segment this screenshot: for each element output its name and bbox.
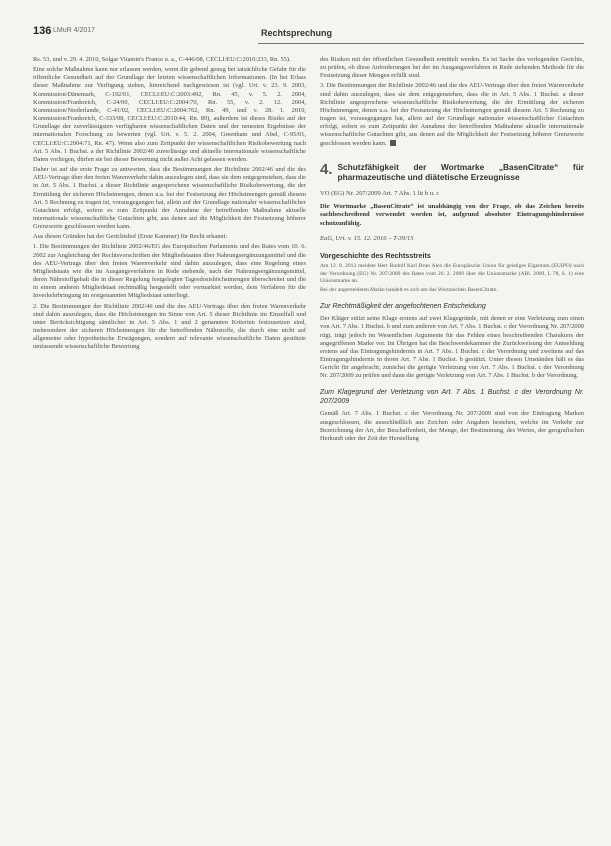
paragraph: Am 12. 8. 2013 meldete Herr Rudolf Karl Brun Alex die Europäische Union für geistiges Eigentum (EUIPO) nach der Verordnung (EG) Nr. 207/2009 des Rates vom 26. 2. 2009 über die Unionsmarke (ABl. 2009, L 78, S. 1) eine Unionsmarke an.: [320, 263, 584, 284]
paragraph: Bei der angemeldeten Marke handelt es sich um das Wortzeichen BasenCitrate.: [320, 287, 498, 294]
paragraph: Aus diesen Gründen hat der Gerichtshof (Erste Kammer) für Recht erkannt:: [33, 233, 228, 241]
article-heading: [320, 162, 584, 182]
paragraph: Rs. 53, und v. 29. 4. 2010, Solgar Vitamin's France u. a., C-446/08, CECLI:EU:C:2010:233, Rn. 55).: [33, 56, 291, 63]
section-title: Rechtsprechung: [261, 28, 333, 38]
paragraph: des Risikos mit der öffentlichen Gesundheit ermittelt werden. Es ist Sache des vorlegenden Gerichts, zu prüfen, ob diese Anforderungen bei der im Ausgangsverfahren in Rede stehenden Methode für die Festsetzung dieser Mengen erfüllt sind.: [320, 56, 584, 80]
left-column: [33, 56, 306, 353]
paragraph: 2. Die Bestimmungen der Richtlinie 2002/46 und die des AEU-Vertrags über den freien Warenverkehr sind dahin auszulegen, dass die Höchstmengen im Sinne von Art. 5 dieser Richtlinie im Einzelfall und unter Berücksichtigung sämtlicher in Art. 5 Abs. 1 und 2 genannten Kriterien festzusetzen sind, insbesondere der sicheren Höchstmengen für die betreffenden Nährstoffe, die durch eine nicht auf allgemeine oder hypothetische Erwägungen, sondern auf relevante wissenschaftliche Daten gestützte umfassende wissenschaftliche Bewertung: [33, 302, 306, 351]
paragraph: Der Kläger stützt seine Klage erstens auf zwei Klagegründe, mit denen er eine Verletzung zum einen von Art. 7 Abs. 1 Buchst. b und zum anderen von Art. 7 Abs. 1 Buchst. c der Verordnung Nr. 207/2009 rügt, trägt jedoch im Wesentlichen Argumente für das Fehlen eines beschreibenden Charakters der angegriffenen Marke vor. Im Übrigen hat die Beschwerdekammer die Zurückweisung der Anmeldung erstens auf das Eintragungshindernis in Art. 7 Abs. 1 Buchst. c der Verordnung und zweitens auf das Eintragungshindernis in deren Art. 7 Abs. 1 Buchst. b gestützt. Unter diesen Umständen hält es das Gericht für angebracht, zunächst die gerügte Verletzung von Art. 7 Abs. 1 Buchst. c der Verordnung Nr. 207/2009 zu prüfen und dann die gerügte Verletzung von Art. 7 Abs. 1 Buchst. b der Verordnung.: [320, 315, 584, 380]
paragraph-text: 3. Die Bestimmungen der Richtlinie 2002/46 und die des AEU-Vertrags über den freien Warenverkehr sind dahin auszulegen, dass sie dem entgegenstehen, dass die in Art. 5 Abs. 1 Buchst. a dieser Richtlinie angesprochene wissenschaftliche Risikobewertung, die der Ermittlung der sicheren Höchstmengen, denen u.a. bei der Festsetzung der Höchstmengen gemäß diesem Art. 5 Rechnung zu tragen ist, vorausgegangen hat, allein auf der Grundlage nationaler wissenschaftlicher Gutachten erfolgt, sofern es zum Zeitpunkt der Annahme der betreffenden Maßnahme aktuelle internationale wissenschaftliche Gutachten gibt, aus denen auf die Möglichkeit der Festsetzung höherer Grenzwerte geschlossen werden kann.: [320, 82, 584, 147]
statute-reference: VO (EG) Nr. 207/2009 Art. 7 Abs. 1 lit b u. c: [320, 189, 440, 197]
page-header: [33, 20, 584, 46]
subheading-legality: Zur Rechtmäßigkeit der angefochtenen Entscheidung: [320, 303, 486, 311]
right-column: [320, 56, 584, 445]
header-rule: [258, 43, 584, 44]
article-number: 4.: [320, 160, 333, 178]
page-number: 136: [33, 25, 52, 37]
paragraph: Daher ist auf die erste Frage zu antworten, dass die Bestimmungen der Richtlinie 2002/46 und die des AEU-Vertrags über den freien Warenverkehr dahin auszulegen sind, dass sie dem entgegenstehen, dass die in Art. 5 Abs. 1 Buchst. a dieser Richtlinie angesprochene wissenschaftliche Risikobewertung, die der Ermittlung der sicheren Höchstmengen, denen u.a. bei der Festsetzung der Höchstmengen gemäß diesem Art. 5 Rechnung zu tragen ist, vorausgegangen hat, allein auf der Grundlage nationaler wissenschaftlicher Gutachten erfolgt, sofern es zum Zeitpunkt der Annahme der betreffenden Maßnahme aktuelle internationale wissenschaftliche Gutachten gibt, aus denen auf die Möglichkeit der Festsetzung höherer Grenzwerte geschlossen werden kann.: [33, 166, 306, 231]
end-of-article-mark: [390, 140, 396, 146]
court-citation: EuG, Urt. v. 15. 12. 2016 – T-39/15: [320, 235, 414, 243]
journal-citation: LMuR 4/2017: [53, 27, 96, 34]
paragraph: [320, 82, 584, 147]
paragraph: Eine solche Maßnahme kann nur erlassen werden, wenn die gebend genug bei tatsächliche Gefahr für die öffentliche Gesundheit auf der Grundlage der letzten wissenschaftlichen Informationen. (In bei Erlass dieser Maßnahme zur Verfügung stehen, hinreichend nachgewiesen ist (vgl. Urt. v. 23. 9. 2003, Kommission/Dänemark, C-192/01, CECLI:EU:C:2003:492, Rn. 45, v. 5. 2. 2004, Kommission/Frankreich, C-24/00, CECLI:EU:C:2004:70, Rn. 55, v. 2. 12. 2004, Kommission/Niederlande, C-41/02, CECLI:EU:C:2004:762, Rn. 49, und v. 28. 1. 2010, Kommission/Frankreich, C-333/08, CECLI:EU:C:2010:44, Rn. 89), außerdem ist dieses Risiko auf der Grundlage der zuverlässigsten verfügbaren wissenschaftlichen Daten und der neuesten Ergebnisse der internationalen Forschung zu bewerten (vgl. Urt. v. 5. 2. 2004, Greenham und Abel, C-95/01, CECLI:EU:C:2004:71, Rn. 47). Wenn also zum Zeitpunkt der wissenschaftlichen Risikobewertung nach Art. 5 Abs. 1 Buchst. a der Richtlinie 2002/46 zuverlässige und aktuelle internationale wissenschaftliche Daten vorliegen, dürfen sie bei dieser Bewertung nicht außer Acht gelassen werden.: [33, 66, 306, 163]
subheading-plea: Zum Klagegrund der Verletzung von Art. 7 Abs. 1 Buchst. c der Verordnung Nr. 207/2009: [320, 389, 584, 406]
headnote: Die Wortmarke „BasenCitrate“ ist unabhängig von der Frage, ob das Zeichen bereits sachbeschreibend verwendet worden ist, aufgrund absoluter Eintragungshindernisse schutzunfähig.: [320, 202, 584, 227]
article-title: Schutzfähigkeit der Wortmarke „BasenCitrate“ für pharmazeutische und diätetische Erzeugnisse: [337, 161, 584, 182]
subheading-history: Vorgeschichte des Rechtsstreits: [320, 251, 431, 261]
paragraph: 1. Die Bestimmungen der Richtlinie 2002/46/EG des Europäischen Parlaments und des Rates vom 10. 6. 2002 zur Angleichung der Rechtsvorschriften der Mitgliedstaaten über Nahrungsergänzungsmittel und die des AEU-Vertrags über den freien Warenverkehr sind dahin auszulegen, dass eine Regelung eines Mitgliedstaats wie die im Ausgangsverfahren in Rede stehende, nach der Nahrungsergänzungsmittel, deren Nährstoffgehalt die in dieser Regelung festgelegten Tagesdosishöchstmengen überschreitet und die in einem anderen Mitgliedstaat rechtmäßig hergestellt oder vermarktet werden, dem Verfahren für die Inverkehrbringung im erstgenannten Mitgliedstaat unterliegt.: [33, 243, 306, 300]
paragraph: Gemäß Art. 7 Abs. 1 Buchst. c der Verordnung Nr. 207/2009 sind von der Eintragung Marken ausgeschlossen, die ausschließlich aus Zeichen oder Angaben bestehen, welche im Verkehr zur Bezeichnung der Art, der Beschaffenheit, der Menge, der Bestimmung, des Wertes, der geografischen Herkunft oder der Zeit der Herstellung: [320, 410, 584, 442]
